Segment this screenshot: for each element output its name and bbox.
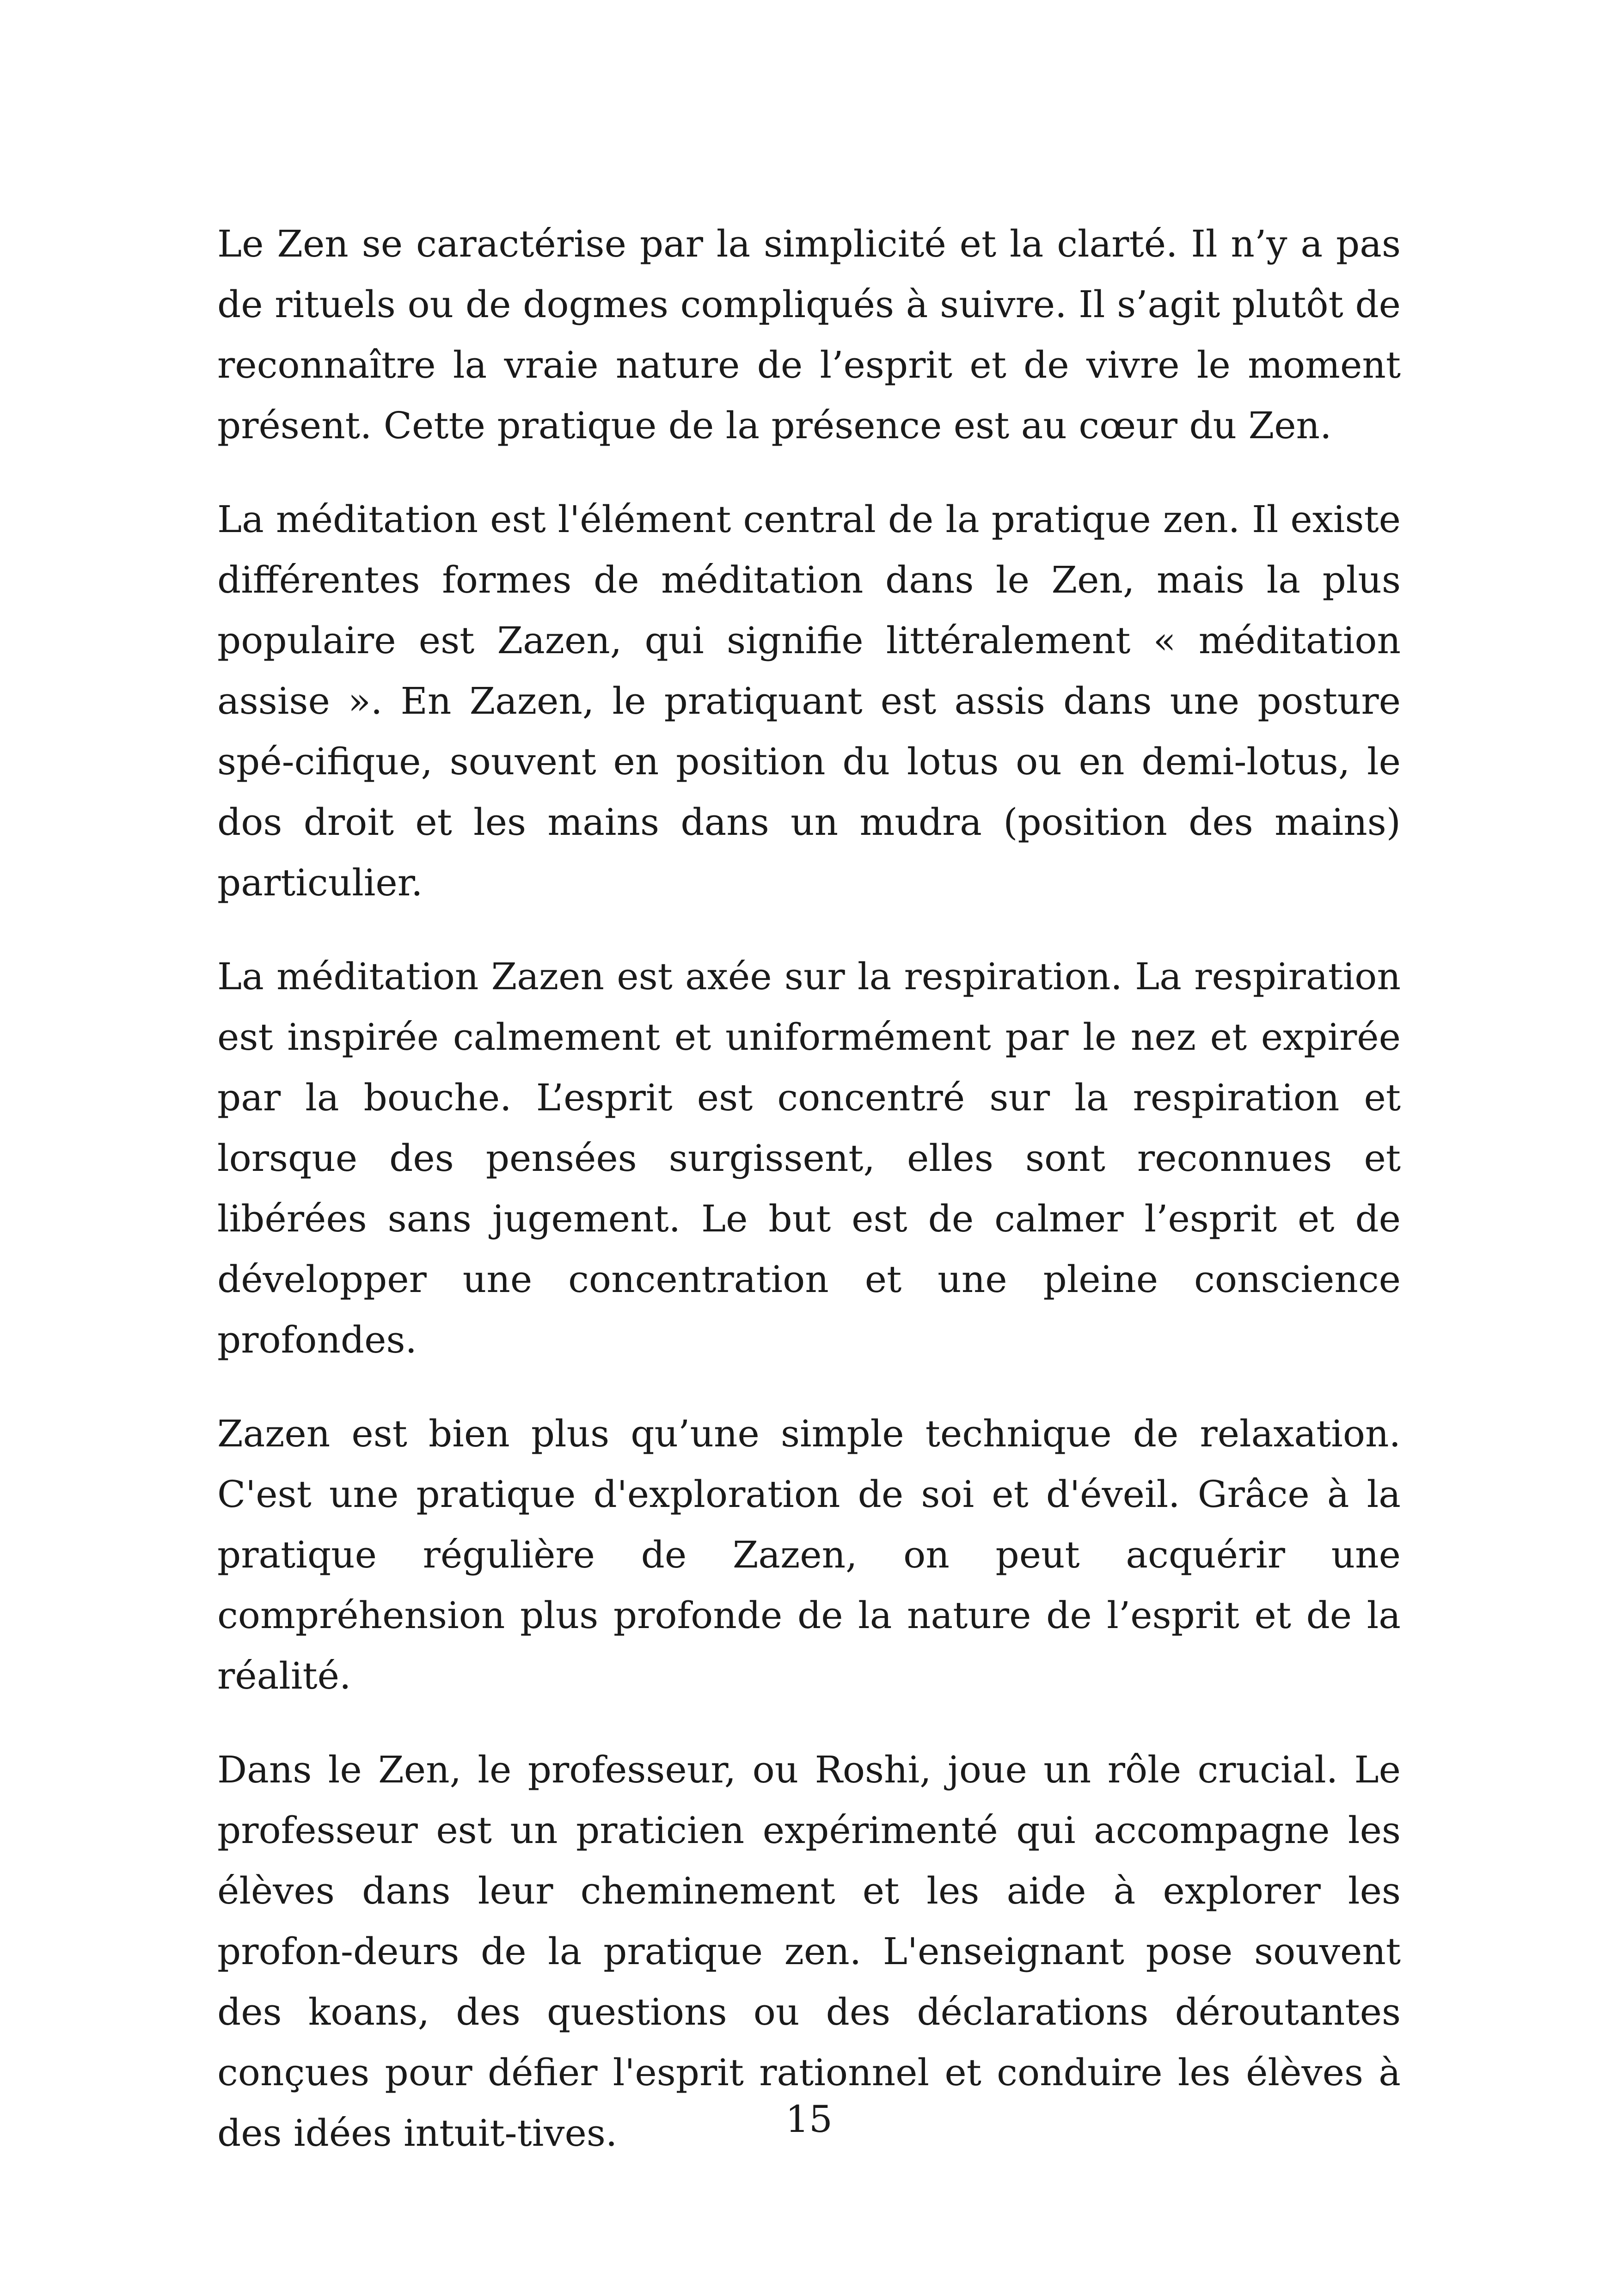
- paragraph-1: Le Zen se caractérise par la simplicité et la clarté. Il n’y a pas de rituels ou de dogmes compliqués à suivre. Il s’agit plutôt de reconnaître la vraie nature de l’esprit et de vivre le moment présent. Cette pratique de la présence est au cœur du Zen.: [217, 222, 1401, 447]
- paragraph-3: La méditation Zazen est axée sur la respiration. La respiration est inspirée calmement et uniformément par le nez et expirée par la bouche. L’esprit est concentré sur la respiration et lorsque des pensées surgissent, elles sont reconnues et libérées sans jugement. Le but est de calmer l’esprit et de développer une concentration et une pleine conscience profondes.: [217, 955, 1401, 1361]
- page-number: 15: [785, 2098, 833, 2141]
- paragraph-2: La méditation est l'élément central de la pratique zen. Il existe différentes formes de méditation dans le Zen, mais la plus populaire est Zazen, qui signifie littéralement « méditation assise ». En Zazen, le pratiquant est assis dans une posture spé-cifique, souvent en position du lotus ou en demi-lotus, le dos droit et les mains dans un mudra (position des mains) particulier.: [217, 498, 1401, 904]
- paragraph-5: Dans le Zen, le professeur, ou Roshi, joue un rôle crucial. Le professeur est un praticien expérimenté qui accompagne les élèves dans leur cheminement et les aide à explorer les profon-deurs de la pratique zen. L'enseignant pose souvent des koans, des questions ou des déclarations déroutantes conçues pour défier l'esprit rationnel et conduire les élèves à des idées intuit-tives.: [217, 1748, 1401, 2155]
- body-text: [217, 214, 1401, 2197]
- paragraph-4: Zazen est bien plus qu’une simple technique de relaxation. C'est une pratique d'exploration de soi et d'éveil. Grâce à la pratique régulière de Zazen, on peut acquérir une compréhension plus profonde de la nature de l’esprit et de la réalité.: [217, 1412, 1401, 1697]
